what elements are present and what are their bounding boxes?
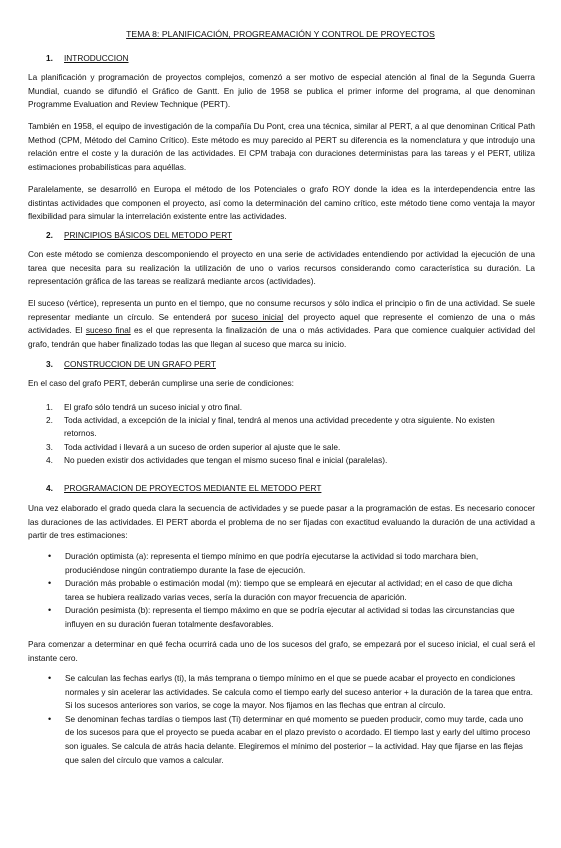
item-text: Toda actividad i llevará a un suceso de orden superior al ajuste que le sale.: [64, 441, 341, 452]
section-heading-introduccion: [46, 52, 129, 66]
section-number: 1.: [46, 53, 53, 63]
item-number: 3.: [46, 441, 53, 452]
text-run: del proyecto aquel que represente el comienzo de una o más actividades. El: [28, 311, 535, 336]
suceso-inicial-term: suceso inicial: [231, 311, 284, 322]
intro-paragraph-1: La planificación y programación de proyectos complejos, comenzó a ser motivo de especial atención al final de la Segunda Guerra Mundial, cuando se difundió el Gráfico de Gantt. En julio de 1958 se publica el primer informe del programa, al que denominan Programme Evaluation and Review Technique (PERT).: [28, 72, 535, 110]
item-text: Se denominan fechas tardías o tiempos last (Ti) determinar en qué momento se pueden producir, como muy tarde, cada uno de los sucesos para que el proyecto se pueda acabar en el plazo previsto o acordado. El tiempo last y early del ultimo proceso son iguales. Se calcula de atrás hacia delante. Elegiremos el mínimo del posterior – la actividad. Hay que fijarse en las flejas que salen del círculo que vamos a calcular.: [65, 713, 531, 765]
section-number: 4.: [46, 483, 53, 493]
list-item: [47, 713, 533, 767]
construccion-intro: En el caso del grafo PERT, deberán cumplirse una serie de condiciones:: [28, 378, 294, 388]
bullet-icon: •: [48, 713, 52, 724]
list-item: [47, 577, 533, 604]
estimations-list: [47, 550, 533, 632]
item-number: 1.: [46, 402, 53, 412]
document-title: TEMA 8: PLANIFICACIÓN, PROGREAMACIÓN Y CONTROL DE PROYECTOS: [126, 29, 435, 39]
list-item: [46, 454, 516, 467]
dates-list: [47, 672, 533, 767]
item-text: Toda actividad, a excepción de la inicial y final, tendrá al menos una actividad precedente y otra siguiente. No existen retornos.: [64, 415, 495, 439]
list-item: [47, 672, 533, 713]
list-item: [46, 401, 516, 414]
item-text: Se calculan las fechas earlys (ti), la más temprana o tiempo mínimo en el que se puede acabar el proyecto en condiciones normales y sin acelerar las actividades. Se calcula como el tiempo early del suceso anterior + la duración de la tarea que entra. Si los sucesos anteriores son varios, se coge la mayor. Nos fijamos en las flechas que entran al círculo.: [65, 673, 533, 711]
conditions-list: [46, 401, 516, 467]
principios-paragraph-2: [28, 297, 535, 351]
programacion-paragraph-2: Para comenzar a determinar en qué fecha ocurrirá cada uno de los sucesos del grafo, se empezará por el suceso inicial, el cual será el instante cero.: [28, 639, 535, 663]
list-item: [46, 414, 516, 440]
item-number: 2.: [46, 415, 53, 426]
item-text: El grafo sólo tendrá un suceso inicial y otro final.: [64, 402, 243, 412]
item-text: Duración pesimista (b): representa el tiempo máximo en que se podría ejecutar al actividad si todas las circunstancias que influyen en su duración fueran totalmente desfavorables.: [65, 605, 515, 629]
section-heading-construccion: [46, 358, 216, 372]
bullet-icon: •: [48, 605, 52, 616]
bullet-icon: •: [48, 551, 52, 561]
principios-paragraph-1: Con este método se comienza descomponiendo el proyecto en una serie de actividades entendiendo por actividad la ejecución de una tarea que necesita para su realización la utilización de uno o varios recursos considerando como característica su duración. La representación gráfica de las tareas se realizará mediante arcos (actividades).: [28, 249, 535, 287]
programacion-paragraph-1: Una vez elaborado el grado queda clara la secuencia de actividades y se puede pasar a la programación de estas. Es necesario conocer las duraciones de las actividades. El PERT aborda el problema de no ser fijadas con exactitud evaluando la duración de una actividad a partir de tres estimaciones:: [28, 503, 535, 541]
suceso-final-term: suceso final: [85, 325, 131, 336]
section-number: 2.: [46, 230, 53, 240]
section-heading-programacion: [46, 482, 321, 496]
list-item: [47, 604, 533, 631]
section-title: CONSTRUCCION DE UN GRAFO PERT: [64, 359, 216, 369]
item-text: Duración más probable o estimación modal (m): tiempo que se empleará en ejecutar al actividad; en el caso de que dicha tarea se hubiera realizado varias veces, sería la duración con mayor frecuencia de aparición.: [65, 578, 513, 602]
section-title: INTRODUCCION: [64, 53, 129, 63]
intro-paragraph-2: También en 1958, el equipo de investigación de la compañía Du Pont, crea una técnica, similar al PERT, a al que denominan Critical Path Method (CPM, Método del Camino Crítico). Este método es muy parecido al PERT su diferencia es la nomenclatura y que introdujo una relación entre el coste y la duración de las actividades. El CPM trabaja con duraciones deterministas para las tareas y el PERT, utiliza estimaciones probabilísticas para aquéllas.: [28, 121, 535, 172]
section-title: PRINCIPIOS BÁSICOS DEL METODO PERT: [64, 230, 233, 240]
intro-paragraph-3: Paralelamente, se desarrolló en Europa el método de los Potenciales o grafo ROY donde la idea es la interdependencia entre las distintas actividades que componen el proyecto, así como la determinación del camino crítico, este método tiene como ventaja la mayor flexibilidad para simular la interrelación existente entre las actividades.: [28, 184, 535, 222]
bullet-icon: •: [48, 673, 52, 683]
text-run: El suceso (vértice), representa un punto en el tiempo, que no consume recursos y sólo indica el principio o fin de una actividad. Se suele representar mediante un círculo. Se entenderá por: [28, 298, 535, 322]
bullet-icon: •: [48, 578, 52, 589]
item-text: Duración optimista (a): representa el tiempo mínimo en que podría ejecutarse la actividad si todo marchara bien, produciéndose ningún contratiempo durante la fase de ejecución.: [65, 551, 479, 575]
list-item: [46, 441, 516, 454]
section-title: PROGRAMACION DE PROYECTOS MEDIANTE EL METODO PERT: [64, 483, 322, 493]
item-text: No pueden existir dos actividades que tengan el mismo suceso final e inicial (paralelas).: [64, 454, 388, 465]
list-item: [47, 550, 533, 577]
item-number: 4.: [46, 454, 53, 465]
text-run: es el que representa la finalización de una o más actividades. Para que comience cualquier actividad del grafo, tendrán que haber finalizado todas las que llegan al suceso que marca su inicio.: [28, 325, 535, 349]
section-heading-principios: [46, 229, 232, 243]
section-number: 3.: [46, 359, 53, 369]
